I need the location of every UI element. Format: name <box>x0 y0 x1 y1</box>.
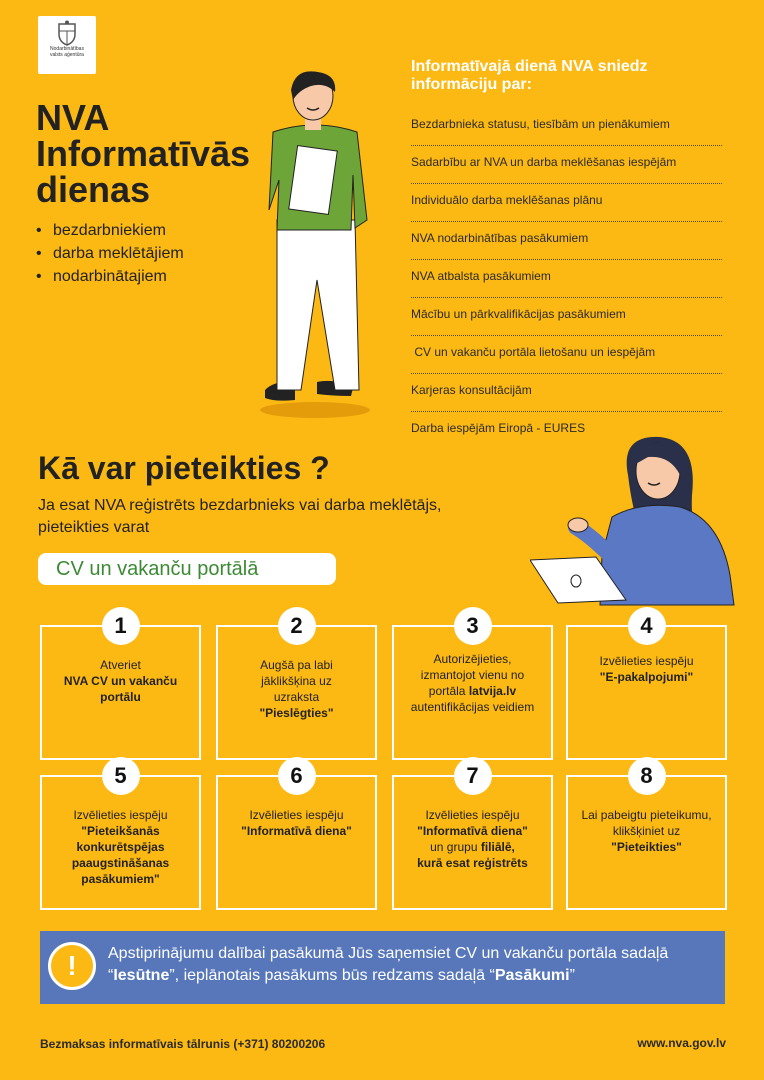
topic-item: Bezdarbnieka statusu, tiesībām un pienākumiem <box>411 108 722 146</box>
step-text <box>574 653 719 685</box>
notice-text-bold: Iesūtne <box>113 967 170 984</box>
title-line-3: dienas <box>36 169 151 210</box>
step-text-bold: kurā esat reģistrēts <box>417 856 528 870</box>
step-text <box>406 651 539 715</box>
audience-item: • nodarbinātajiem <box>36 265 184 288</box>
notice-text-bold: Pasākumi <box>494 967 570 984</box>
step-text-bold: "Pieteikties" <box>611 840 682 854</box>
step-number: 5 <box>102 757 140 795</box>
step-text <box>48 657 193 705</box>
step-card-1 <box>40 613 201 760</box>
step-card-4 <box>566 613 727 760</box>
step-card-6 <box>216 763 377 910</box>
step-text-plain: Izvēlieties iespēju <box>599 654 694 668</box>
topic-item: Sadarbību ar NVA un darba meklēšanas iespējām <box>411 146 722 184</box>
step-text-plain: Autorizējieties, izmantojot vienu no portāla <box>420 652 525 698</box>
step-text <box>246 657 347 721</box>
footer-website-link[interactable]: www.nva.gov.lv <box>637 1036 726 1050</box>
step-number: 4 <box>628 607 666 645</box>
topic-item: NVA atbalsta pasākumiem <box>411 260 722 298</box>
topic-item: NVA nodarbinātības pasākumiem <box>411 222 722 260</box>
portal-label: CV un vakanču portālā <box>38 553 336 585</box>
step-text-bold: "Informatīvā diena" <box>241 824 352 838</box>
apply-heading: Kā var pieteikties ? <box>38 450 330 486</box>
logo-line-1: Nodarbinātības <box>50 46 84 52</box>
topic-item: Darba iespējām Eiropā - EURES <box>411 421 586 435</box>
step-card-5 <box>40 763 201 910</box>
step-text-bold: latvija.lv <box>468 684 517 698</box>
step-number: 7 <box>454 757 492 795</box>
step-text <box>400 807 545 871</box>
info-heading: Informatīvajā dienā NVA sniedz informāciju par: <box>411 58 648 93</box>
step-text-bold: NVA CV un vakanču portālu <box>63 674 178 704</box>
step-card-2 <box>216 613 377 760</box>
confirmation-notice <box>40 931 725 1004</box>
topic-item: Individuālo darba meklēšanas plānu <box>411 184 722 222</box>
step-text-plain: Atveriet <box>100 658 141 672</box>
step-number: 6 <box>278 757 316 795</box>
step-text-plain: Izvēlieties iespēju <box>73 808 168 822</box>
apply-subtitle: Ja esat NVA reģistrēts bezdarbnieks vai darba meklētājs, pieteikties varat <box>38 497 442 536</box>
step-text-bold: "Pieslēgties" <box>259 706 334 720</box>
title-line-2: Informatīvās <box>36 133 251 174</box>
topic-item: Mācību un pārkvalifikācijas pasākumiem <box>411 298 722 336</box>
audience-item: • darba meklētājiem <box>36 242 184 265</box>
notice-text <box>108 943 705 987</box>
step-text-plain: un grupu <box>430 840 478 854</box>
man-with-folder-illustration <box>255 70 385 420</box>
step-text-bold: "Informatīvā diena" <box>417 824 528 838</box>
step-text <box>48 807 193 887</box>
page-title <box>36 97 251 210</box>
notice-text-part: ”, ieplānotais pasākums būs redzams sadaļā “ <box>169 967 495 984</box>
step-text-plain: Izvēlieties iespēju <box>249 808 344 822</box>
coat-of-arms-icon <box>55 20 79 46</box>
step-card-8 <box>566 763 727 910</box>
agency-logo <box>38 16 96 74</box>
topics-list <box>411 108 722 450</box>
step-text-bold: filiālē, <box>480 840 515 854</box>
exclamation-icon: ! <box>48 942 96 990</box>
step-text <box>224 807 369 839</box>
topic-item: Karjeras konsultācijām <box>411 374 722 412</box>
step-text-plain: autentifikācijas veidiem <box>410 700 535 714</box>
step-number: 8 <box>628 757 666 795</box>
audience-list <box>36 219 184 288</box>
step-text <box>574 807 719 855</box>
step-text-plain: Lai pabeigtu pieteikumu, klikšķiniet uz <box>581 808 712 838</box>
step-text-bold: "E-pakalpojumi" <box>599 670 694 684</box>
step-number: 3 <box>454 607 492 645</box>
step-text-plain: Izvēlieties iespēju <box>425 808 520 822</box>
notice-text-part: ” <box>569 967 575 984</box>
footer-phone: Bezmaksas informatīvais tālrunis (+371) 80200206 <box>40 1037 326 1051</box>
step-text-plain: Augšā pa labi jāklikšķina uz uzraksta <box>260 658 333 704</box>
notice-text-part: Apstiprinājumu dalībai pasākumā Jūs saņemsiet CV un vakanču portāla sadaļā “ <box>108 945 669 984</box>
step-card-7 <box>392 763 553 910</box>
step-card-3 <box>392 613 553 760</box>
step-text-bold: "Pieteikšanās konkurētspējas paaugstināšanas pasākumiem" <box>71 824 170 886</box>
logo-line-2: valsts aģentūra <box>50 52 84 58</box>
title-line-1: NVA <box>36 97 110 138</box>
step-number: 1 <box>102 607 140 645</box>
woman-at-laptop-illustration <box>530 435 745 615</box>
step-number: 2 <box>278 607 316 645</box>
audience-item: • bezdarbniekiem <box>36 219 184 242</box>
topic-item: CV un vakanču portāla lietošanu un iespējām <box>411 336 722 374</box>
